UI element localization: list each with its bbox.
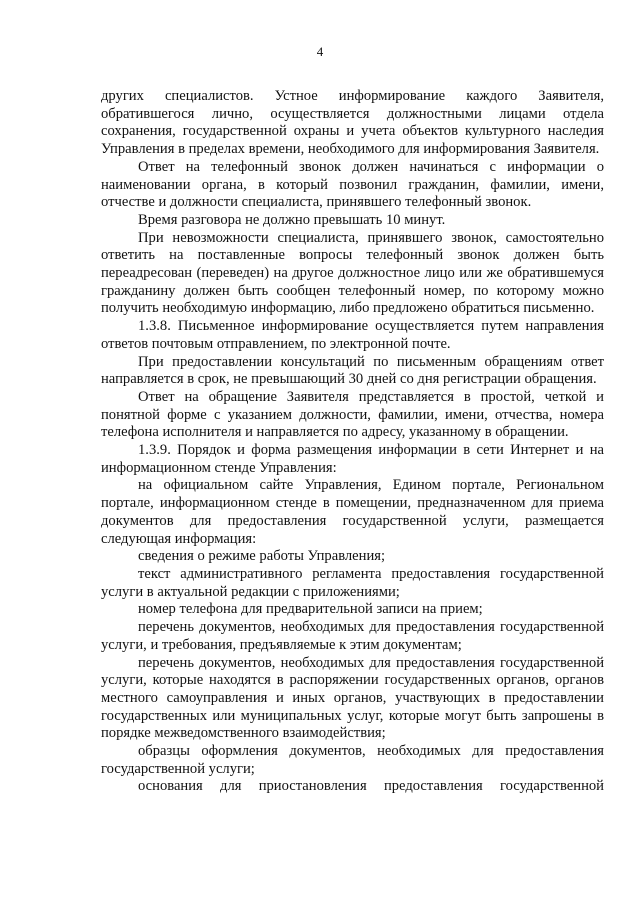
paragraph-phone-answer: Ответ на телефонный звонок должен начинаться с информации о наименовании органа, в который позвонил гражданин, фамилии, имени, отчестве и должности специалиста, принявшего телефонный звонок. xyxy=(101,158,604,211)
page-number: 4 xyxy=(316,44,324,59)
list-item-document-samples: образцы оформления документов, необходимых для предоставления государственной услуги; xyxy=(101,743,604,777)
paragraph-1-3-8: 1.3.8. Письменное информирование осуществляется путем направления ответов почтовым отправлением, по электронной почте. xyxy=(101,318,604,352)
list-item-regulation-text: текст административного регламента предоставления государственной услуги в актуальной редакции с приложениями; xyxy=(101,565,604,600)
paragraph-answer-form: Ответ на обращение Заявителя представляется в простой, четкой и понятной форме с указанием должности, фамилии, имени, отчества, номера телефона исполнителя и направляется по адресу, указанному в обращении. xyxy=(101,388,604,441)
list-item-work-schedule: сведения о режиме работы Управления; xyxy=(138,548,386,565)
list-item-required-documents: перечень документов, необходимых для предоставления государственной услуги, и требования, предъявляемые к этим документам; xyxy=(101,619,604,653)
list-item-phone-number: номер телефона для предварительной записи на прием; xyxy=(138,601,483,618)
document-body xyxy=(101,88,604,796)
paragraph-written-consultations: При предоставлении консультаций по письменным обращениям ответ направляется в срок, не превышающий 30 дней со дня регистрации обращения. xyxy=(101,353,604,388)
list-item-suspension-grounds: основания для приостановления предоставления государственной xyxy=(138,778,604,795)
paragraph-1-3-9: 1.3.9. Порядок и форма размещения информации в сети Интернет и на информационном стенде Управления: xyxy=(101,442,604,476)
paragraph-call-duration: Время разговора не должно превышать 10 минут. xyxy=(138,211,446,228)
list-item-interagency-documents: перечень документов, необходимых для предоставления государственной услуги, которые находятся в распоряжении государственных органов, органов местного самоуправления и иных органов, участвующих в предоставлении государственных или муниципальных услуг, которые могут быть запрошены в порядке межведомственного взаимодействия; xyxy=(101,654,604,742)
paragraph-continuation: других специалистов. Устное информирование каждого Заявителя, обратившегося лично, осуществляется должностными лицами отдела сохранения, государственной охраны и учета объектов культурного наследия Управления в пределах времени, необходимого для информирования Заявителя. xyxy=(101,88,604,158)
paragraph-info-placement: на официальном сайте Управления, Едином портале, Региональном портале, информационном стенде в помещении, предназначенном для приема документов для предоставления государственной услуги, размещается следующая информация: xyxy=(101,477,604,547)
paragraph-call-redirect: При невозможности специалиста, принявшего звонок, самостоятельно ответить на поставленные вопросы телефонный звонок должен быть переадресован (переведен) на другое должностное лицо или же обратившемуся гражданину должен быть сообщен телефонный номер, по которому можно получить необходимую информацию, либо предложено обратиться письменно. xyxy=(101,229,604,317)
